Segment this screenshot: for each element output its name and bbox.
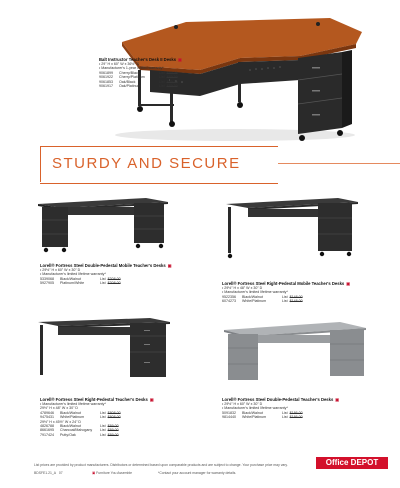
- product-bullet: • 29½" H x 60" W x 30" D: [40, 268, 81, 272]
- banner-divider: [40, 146, 41, 182]
- assembly-icon: ▣: [335, 397, 340, 402]
- product-block-right-pedestal: [40, 397, 154, 437]
- price-row: 8661695 Charcoal/Mahogany List $89.00: [40, 428, 119, 433]
- desk-image-double-mobile: [34, 194, 174, 258]
- price-row: 5339068 Black/Walnut List $308.00: [40, 276, 121, 281]
- product-bullet: • Manufacturer's limited lifetime warranty*: [222, 290, 288, 295]
- price-row: 9061922 Cherry/Platinum List $89.99: [99, 75, 178, 80]
- product-title: Lorell® Fortress Steel Right-Pedestal Mobile Teacher's Desks ▣: [222, 281, 351, 286]
- price-row: 9522356 Black/Walnut List $148.00: [222, 294, 303, 299]
- product-bullet: • Manufacturer's limited lifetime warranty*: [222, 406, 288, 411]
- desk-image-right-pedestal: [34, 314, 174, 386]
- product-title: Lorell® Fortress Steel Double-Pedestal Mobile Teacher's Desks ▣: [40, 263, 172, 268]
- price-row: 9061917 Oak/Platinum List $89.99: [99, 84, 178, 89]
- footer-disclaimer: List prices are provided by product manufacturers. Distributors or determined based upon comparable products and are subject to change. Your purchase price may vary.: [34, 463, 288, 467]
- price-row: 9061853 Oak/Black List $89.99: [99, 79, 178, 84]
- assembly-icon: ▣: [167, 263, 172, 268]
- product-bullet: • 29½" H x 48" W x 30" D: [222, 286, 263, 290]
- price-row: 5091832 Black/Walnut List $186.00: [222, 410, 303, 415]
- assembly-icon: ▣: [346, 281, 351, 286]
- office-depot-logo: Office DEPOT: [316, 457, 388, 469]
- price-row: 9061899 Cherry/Black List $89.99: [99, 70, 178, 75]
- product-title: Lorell® Fortress Steel Right-Pedestal Teacher's Desks ▣: [40, 397, 154, 402]
- product-bullet: • Manufacturer's limited lifetime warranty*: [40, 272, 106, 277]
- price-row: 6074273 White/Platinum List $148.00: [222, 299, 303, 304]
- product-bullet: • Manufacturer's 1-year limited warranty*: [99, 66, 164, 71]
- price-row: 4826788 Black/Walnut List $89.00: [40, 424, 119, 429]
- product-bullet: • 29½" H x 60" W x 30" D: [222, 402, 263, 406]
- product-block-right-mobile: [222, 281, 350, 304]
- desk-image-double-pedestal: [220, 318, 370, 388]
- price-row: 9475431 White/Platinum List $808.00: [40, 415, 121, 420]
- product-block-balt: [99, 57, 182, 88]
- size-heading: 29½" H x 48" W x 30" D: [40, 406, 78, 411]
- product-block-double-mobile: [40, 263, 172, 286]
- assembly-icon: ▣: [92, 471, 96, 475]
- price-row: 9814440 White/Platinum List $186.00: [222, 415, 303, 420]
- banner-rule: [278, 163, 400, 164]
- desk-image-right-mobile: [222, 194, 362, 266]
- hero-desk-image: [0, 0, 400, 146]
- product-block-double-pedestal: [222, 397, 339, 420]
- page-number: 07: [58, 471, 63, 475]
- footer-assembly-note: ▣ Furniture You Assemble: [92, 471, 132, 475]
- size-heading: 29½" H x 45½" W x 24" D: [40, 419, 81, 424]
- price-row: 4789646 Black/Walnut List $808.00: [40, 410, 121, 415]
- product-title: Balt Instructor Teacher's Desk II Desks ▣: [99, 57, 182, 62]
- assembly-icon: ▣: [149, 397, 154, 402]
- product-bullet: • Manufacturer's limited lifetime warranty*: [40, 402, 106, 406]
- footer-contact-note: *Contact your account manager for warranty details.: [158, 471, 237, 475]
- product-title: Lorell® Fortress Steel Double-Pedestal Teacher's Desks ▣: [222, 397, 340, 402]
- price-row: 5927905 Platinum/White List $308.00: [40, 281, 121, 286]
- assembly-icon: ▣: [178, 57, 182, 62]
- footer-page-code: BDSFE1.21_A 07: [34, 471, 63, 475]
- section-heading: STURDY AND SECURE: [52, 155, 241, 172]
- product-bullet: • 29" H x 60" W x 36½" D: [99, 62, 140, 66]
- price-row: 7917424 Putty/Oak List $89.00: [40, 432, 119, 437]
